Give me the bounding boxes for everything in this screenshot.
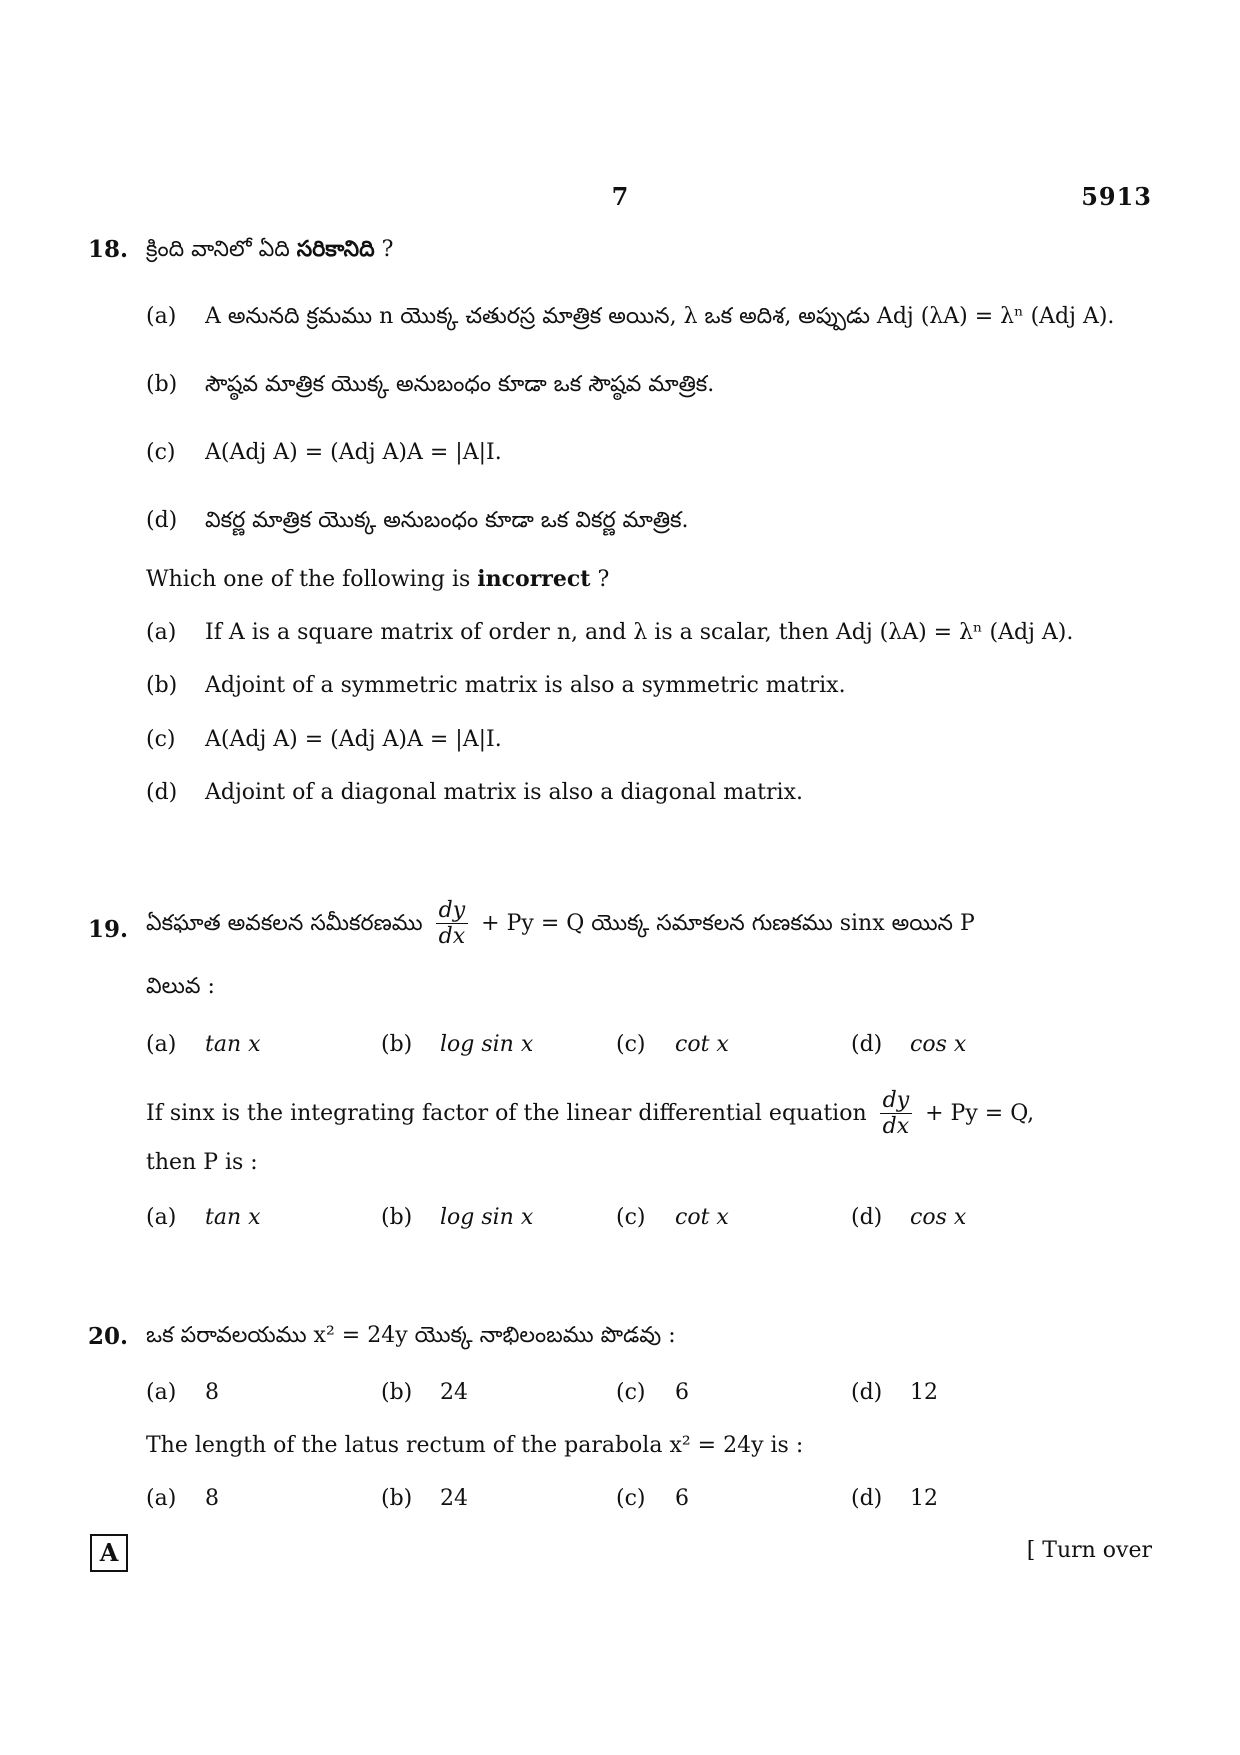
q19-stem-telugu-cont: విలువ : [146, 974, 215, 999]
q18-en-option-b-label: (b) [146, 673, 178, 698]
q20-en-option-d-text: 12 [910, 1486, 938, 1511]
q18-te-option-d-text: వికర్ణ మాత్రిక యొక్క అనుబంధం కూడా ఒక వికర్ణ మాత్రిక. [205, 508, 689, 533]
q20-en-option-b-label: (b) [381, 1486, 413, 1511]
q20-en-option-d-label: (d) [851, 1486, 883, 1511]
q20-en-option-c-label: (c) [616, 1486, 646, 1511]
q18-te-option-c-label: (c) [146, 440, 176, 465]
q18-en-option-a-text: If A is a square matrix of order n, and λ is a scalar, then Adj (λA) = λⁿ (Adj A). [205, 620, 1074, 645]
q18-te-option-a-text: A అనునది క్రమము n యొక్క చతురస్ర మాత్రిక అయిన, λ ఒక అదిశ, అప్పుడు Adj (λA) = λⁿ (Adj A). [205, 304, 1115, 329]
series-box: A [90, 1534, 128, 1572]
q20-en-option-b-text: 24 [440, 1486, 468, 1511]
q20-te-option-d-label: (d) [851, 1380, 883, 1405]
q20-en-option-a-label: (a) [146, 1486, 177, 1511]
page-number: 7 [611, 182, 629, 211]
q20-te-option-a-label: (a) [146, 1380, 177, 1405]
q20-te-option-c-text: 6 [675, 1380, 689, 1405]
q19-te-option-c-label: (c) [616, 1032, 646, 1057]
q20-stem-english: The length of the latus rectum of the parabola x² = 24y is : [146, 1433, 804, 1458]
q18-te-option-b-text: సౌష్ఠవ మాత్రిక యొక్క అనుబంధం కూడా ఒక సౌష్ఠవ మాత్రిక. [205, 372, 715, 397]
q19-te-option-c-text: cot x [675, 1032, 729, 1057]
q18-te-option-b-label: (b) [146, 372, 178, 397]
q18-en-option-c-text: A(Adj A) = (Adj A)A = |A|I. [205, 727, 502, 752]
q18-en-option-b-text: Adjoint of a symmetric matrix is also a symmetric matrix. [205, 673, 846, 698]
q19-en-option-d-text: cos x [910, 1205, 967, 1230]
question-number-18: 18. [88, 236, 129, 263]
q19-stem-english-cont: then P is : [146, 1150, 258, 1175]
q20-te-option-b-label: (b) [381, 1380, 413, 1405]
q19-te-option-b-text: log sin x [440, 1032, 534, 1057]
q20-te-option-d-text: 12 [910, 1380, 938, 1405]
q18-te-option-a-label: (a) [146, 304, 177, 329]
q18-stem-english: Which one of the following is incorrect ? [146, 566, 610, 592]
q19-en-option-a-text: tan x [205, 1205, 261, 1230]
q20-stem-telugu: ఒక పరావలయము x² = 24y యొక్క నాభిలంబము పొడవు : [146, 1323, 676, 1348]
q19-fraction-en: $\frac{dy}{dx}$ [880, 1088, 913, 1140]
q19-en-option-c-label: (c) [616, 1205, 646, 1230]
question-number-20: 20. [88, 1323, 129, 1350]
q20-en-option-a-text: 8 [205, 1486, 219, 1511]
q20-te-option-c-label: (c) [616, 1380, 646, 1405]
q19-en-option-a-label: (a) [146, 1205, 177, 1230]
q19-fraction-te: $\frac{dy}{dx}$ [436, 898, 469, 950]
q19-te-option-d-text: cos x [910, 1032, 967, 1057]
q19-te-option-b-label: (b) [381, 1032, 413, 1057]
q18-te-option-c-text: A(Adj A) = (Adj A)A = |A|I. [205, 440, 502, 465]
q20-te-option-b-text: 24 [440, 1380, 468, 1405]
q19-stem-english: If sinx is the integrating factor of the linear differential equation $\frac{dy}{dx}$ + Py = Q, [146, 1088, 1035, 1140]
question-number-19: 19. [88, 916, 129, 943]
paper-code: 5913 [1081, 182, 1152, 211]
turn-over-note: [ Turn over [1026, 1538, 1152, 1563]
q19-en-option-c-text: cot x [675, 1205, 729, 1230]
q20-te-option-a-text: 8 [205, 1380, 219, 1405]
q18-en-option-c-label: (c) [146, 727, 176, 752]
q19-te-option-a-text: tan x [205, 1032, 261, 1057]
q18-te-option-d-label: (d) [146, 508, 178, 533]
q18-stem-telugu: క్రింది వానిలో ఏది సరికానిది ? [146, 236, 394, 262]
q19-en-option-b-text: log sin x [440, 1205, 534, 1230]
q18-en-option-d-label: (d) [146, 780, 178, 805]
q18-en-option-a-label: (a) [146, 620, 177, 645]
q20-en-option-c-text: 6 [675, 1486, 689, 1511]
q19-te-option-d-label: (d) [851, 1032, 883, 1057]
q19-en-option-d-label: (d) [851, 1205, 883, 1230]
q18-en-option-d-text: Adjoint of a diagonal matrix is also a diagonal matrix. [205, 780, 803, 805]
q19-te-option-a-label: (a) [146, 1032, 177, 1057]
q19-stem-telugu: ఏకఘాత అవకలన సమీకరణము $\frac{dy}{dx}$ + Py = Q యొక్క సమాకలన గుణకము sinx అయిన P [146, 898, 975, 950]
q19-en-option-b-label: (b) [381, 1205, 413, 1230]
